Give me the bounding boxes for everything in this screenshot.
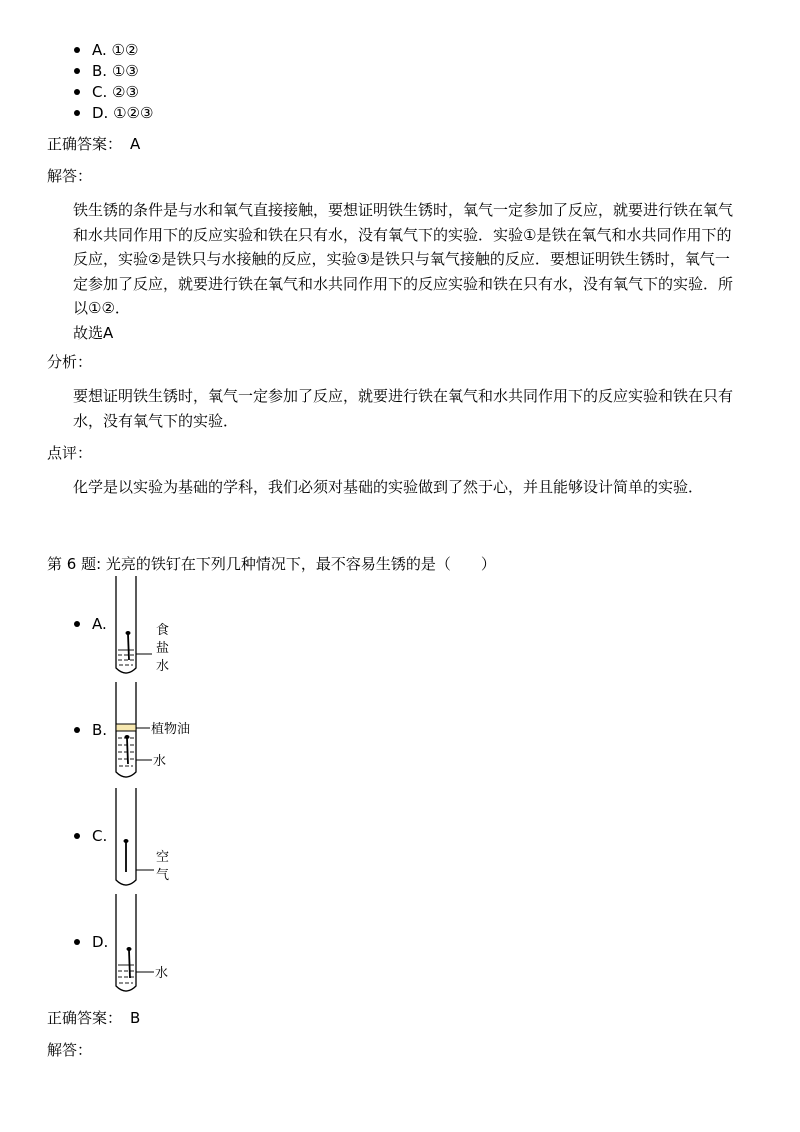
analysis-body xyxy=(73,384,733,433)
prev-answer-line xyxy=(47,133,140,155)
test-tube-salt-water-figure xyxy=(108,574,188,680)
question-6-stem: 第 6 题: 光亮的铁钉在下列几种情况下，最不容易生锈的是（ ） xyxy=(47,555,496,573)
solution-conclusion: 故选A xyxy=(73,323,114,342)
option-letter: D. xyxy=(92,933,109,951)
option-letter: A. xyxy=(92,615,107,633)
label-air-1: 空 xyxy=(156,850,170,865)
label-water-d: 水 xyxy=(155,966,169,981)
comment-text: 化学是以实验为基础的学科，我们必须对基础的实验做到了然于心，并且能够设计简单的实验． xyxy=(73,478,704,496)
bullet-icon xyxy=(74,939,80,945)
option-letter: D. xyxy=(92,104,109,122)
bullet-icon xyxy=(74,833,80,839)
bullet-icon xyxy=(74,110,80,116)
bullet-icon xyxy=(74,47,80,53)
q6-answer-line xyxy=(47,1007,140,1029)
label-water: 水 xyxy=(153,754,167,769)
option-letter: C. xyxy=(92,83,108,101)
solution-body xyxy=(73,198,733,345)
solution-text: 铁生锈的条件是与水和氧气直接接触，要想证明铁生锈时，氧气一定参加了反应，就要进行铁在氧气和水共同作用下的反应实验和铁在只有水，没有氧气下的实验．实验①是铁在氧气和水共同作用下的反应，实验②是铁只与水接触的反应，实验③是铁只与氧气接触的反应．要想证明铁生锈时，氧气一定参加了反应，就要进行铁在氧气和水共同作用下的反应实验和铁在只有水，没有氧气下的实验．所以①②． xyxy=(73,201,734,317)
q6-solution-label: 解答： xyxy=(47,1041,93,1059)
label-salt-3: 水 xyxy=(156,659,170,674)
answer-label: 正确答案： xyxy=(47,135,123,153)
answer-value: B xyxy=(130,1009,141,1027)
test-tube-air-figure xyxy=(108,786,188,892)
test-tube-oil-water-figure xyxy=(108,680,208,784)
answer-label: 正确答案： xyxy=(47,1009,123,1027)
bullet-icon xyxy=(74,727,80,733)
bullet-icon xyxy=(74,621,80,627)
comment-body xyxy=(73,475,733,500)
test-tube-water-figure xyxy=(108,892,188,1000)
label-air-2: 气 xyxy=(156,868,170,883)
bullet-icon xyxy=(74,68,80,74)
label-salt-1: 食 xyxy=(156,623,170,638)
solution-label: 解答： xyxy=(47,167,93,185)
comment-label: 点评： xyxy=(47,444,93,462)
option-text: ①②③ xyxy=(113,104,154,122)
option-letter: A. xyxy=(92,41,107,59)
option-text: ②③ xyxy=(112,83,139,101)
analysis-label: 分析： xyxy=(47,353,93,371)
option-letter: C. xyxy=(92,827,108,845)
bullet-icon xyxy=(74,89,80,95)
option-text: ①③ xyxy=(111,62,139,80)
label-salt-2: 盐 xyxy=(156,641,170,656)
option-letter: B. xyxy=(92,721,108,739)
option-letter: B. xyxy=(92,62,108,80)
label-oil: 植物油 xyxy=(151,722,191,737)
answer-value: A xyxy=(130,135,141,153)
analysis-text: 要想证明铁生锈时，氧气一定参加了反应，就要进行铁在氧气和水共同作用下的反应实验和铁在只有水，没有氧气下的实验． xyxy=(73,387,734,430)
option-text: ①② xyxy=(111,41,139,59)
